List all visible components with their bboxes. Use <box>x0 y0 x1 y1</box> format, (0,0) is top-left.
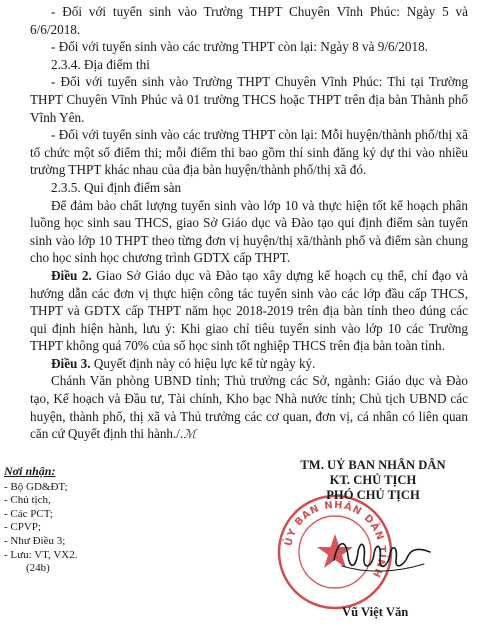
article-3 <box>30 355 468 373</box>
closing-paragraph <box>30 372 468 443</box>
recipients-title: Nơi nhận: <box>4 464 56 478</box>
paragraph-exam-date-others: - Đối với tuyển sinh vào các trường THPT còn lại: Ngày 8 và 9/6/2018. <box>51 39 428 55</box>
paragraph-location-others: - Đối với tuyển sinh vào các trường THPT còn lại: Mỗi huyện/thành phố/thị xã tổ chức một số điểm thi; mỗi điểm thi bao gồm thí sinh đăng ký dự thi vào nhiều trường THPT khác nhau của địa bàn huyện/thành phố/thị xã đó. <box>30 127 468 178</box>
article-2 <box>30 267 468 355</box>
signature-title-line-1: TM. UỶ BAN NHÂN DÂN <box>300 458 446 472</box>
recipient-item: - Như Điều 3; <box>4 534 66 547</box>
recipients-block <box>4 465 154 576</box>
handwritten-initial: ℳ <box>183 427 197 442</box>
article-3-label: Điều 3. <box>51 355 91 371</box>
paragraph-floor-score: Để đảm bảo chất lượng tuyển sinh vào lớp 10 và thực hiện tốt kế hoạch phân luồng học sinh sau THCS, giao Sở Giáo dục và Đào tạo qui định điểm sàn tuyển sinh vào lớp 10 THPT theo từng đơn vị huyện/thị xã/thành phố và điểm sàn chung cho học sinh học chương trình GDTX cấp THPT. <box>30 197 468 266</box>
signer-name: Vũ Việt Văn <box>342 605 409 619</box>
signature-title-line-2: KT. CHỦ TỊCH <box>329 473 417 487</box>
stamp-text: ỦY BAN NHÂN DÂN TỈNH <box>283 499 388 580</box>
paragraph-location-chuyen: - Đối với tuyển sinh vào Trường THPT Chuyên Vĩnh Phúc: Thi tại Trường THPT Chuyên Vĩnh Phúc và 01 trường THCS hoặc THPT trên địa bàn Thành phố Vĩnh Yên. <box>30 74 468 125</box>
document-code: (24b) <box>26 562 50 575</box>
section-heading-floor-score: 2.3.5. Qui định điểm sàn <box>51 179 182 195</box>
section-heading-exam-location: 2.3.4. Địa điểm thi <box>51 56 150 72</box>
closing-text: Chánh Văn phòng UBND tỉnh; Thủ trưởng các Sở, ngành: Giáo dục và Đào tạo, Kế hoạch và Đầu tư, Tài chính, Kho bạc Nhà nước tỉnh; Chủ tịch UBND các huyện, thành phố, thị xã và Thủ trưởng các cơ quan, đơn vị, cá nhân có liên quan căn cứ Quyết định thi hành./. <box>30 373 468 442</box>
recipient-item: - Các PCT; <box>4 507 53 520</box>
article-3-text: Quyết định này có hiệu lực kể từ ngày ký. <box>90 355 316 371</box>
article-2-text: Giao Sở Giáo dục và Đào tạo xây dựng kế hoạch cụ thể, chỉ đạo và hướng dẫn các đơn vị thực hiện công tác tuyển sinh vào các lớp đầu cấp THCS, THPT và GDTX cấp THPT năm học 2018-2019 trên địa bàn tỉnh theo đúng các qui định hiện hành, lưu ý: Khi giao chỉ tiêu tuyển sinh vào lớp 10 các Trường THPT không quá 70% của số học sinh tốt nghiệp THCS trên địa bàn toàn tỉnh. <box>30 267 468 354</box>
article-2-label: Điều 2. <box>51 267 92 283</box>
signature-title-line-3: PHÓ CHỦ TỊCH <box>326 488 420 502</box>
document-body <box>30 3 468 444</box>
recipient-item: - Lưu: VT, VX2. <box>4 548 78 561</box>
signature-block <box>278 458 468 503</box>
recipient-item: - CPVP; <box>4 521 41 534</box>
recipient-item: - Chủ tịch, <box>4 494 51 507</box>
handwritten-signature <box>328 530 438 580</box>
paragraph-exam-date-chuyen: - Đối với tuyển sinh vào Trường THPT Chuyên Vĩnh Phúc: Ngày 5 và 6/6/2018. <box>30 4 468 37</box>
recipient-item: - Bộ GD&ĐT; <box>4 480 68 493</box>
